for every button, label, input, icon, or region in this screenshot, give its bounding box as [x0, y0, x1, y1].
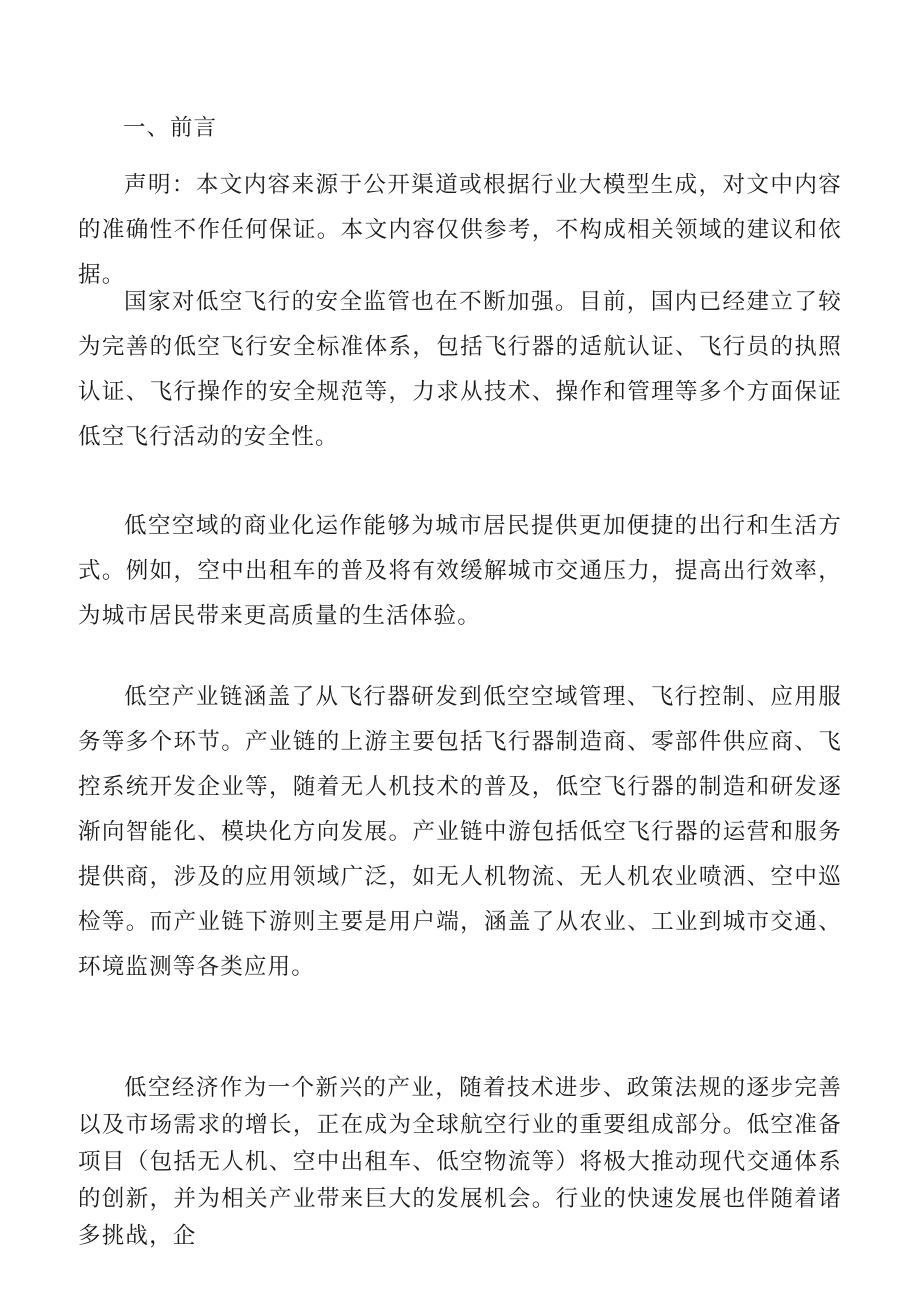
paragraph-disclaimer: 声明：本文内容来源于公开渠道或根据行业大模型生成，对文中内容的准确性不作任何保证。本文内容仅供参考，不构成相关领域的建议和依据。: [78, 172, 842, 288]
section-heading: 一、前言: [123, 115, 218, 141]
paragraph-low-altitude-economy: 低空经济作为一个新兴的产业，随着技术进步、政策法规的逐步完善以及市场需求的增长，正在成为全球航空行业的重要组成部分。低空准备项目（包括无人机、空中出租车、低空物流等）将极大推动现代交通体系的创新，并为相关产业带来巨大的发展机会。行业的快速发展也伴随着诸多挑战，企: [78, 1075, 842, 1249]
paragraph-safety-regulation: 国家对低空飞行的安全监管也在不断加强。目前，国内已经建立了较为完善的低空飞行安全标准体系，包括飞行器的适航认证、飞行员的执照认证、飞行操作的安全规范等，力求从技术、操作和管理等多个方面保证低空飞行活动的安全性。: [78, 289, 842, 450]
paragraph-commercialization: 低空空域的商业化运作能够为城市居民提供更加便捷的出行和生活方式。例如，空中出租车的普及将有效缓解城市交通压力，提高出行效率，为城市居民带来更高质量的生活体验。: [78, 513, 842, 629]
paragraph-industry-chain: 低空产业链涵盖了从飞行器研发到低空空域管理、飞行控制、应用服务等多个环节。产业链的上游主要包括飞行器制造商、零部件供应商、飞控系统开发企业等，随着无人机技术的普及，低空飞行器的制造和研发逐渐向智能化、模块化方向发展。产业链中游包括低空飞行器的运营和服务提供商，涉及的应用领域广泛，如无人机物流、无人机农业喷洒、空中巡检等。而产业链下游则主要是用户端，涵盖了从农业、工业到城市交通、环境监测等各类应用。: [78, 684, 842, 980]
